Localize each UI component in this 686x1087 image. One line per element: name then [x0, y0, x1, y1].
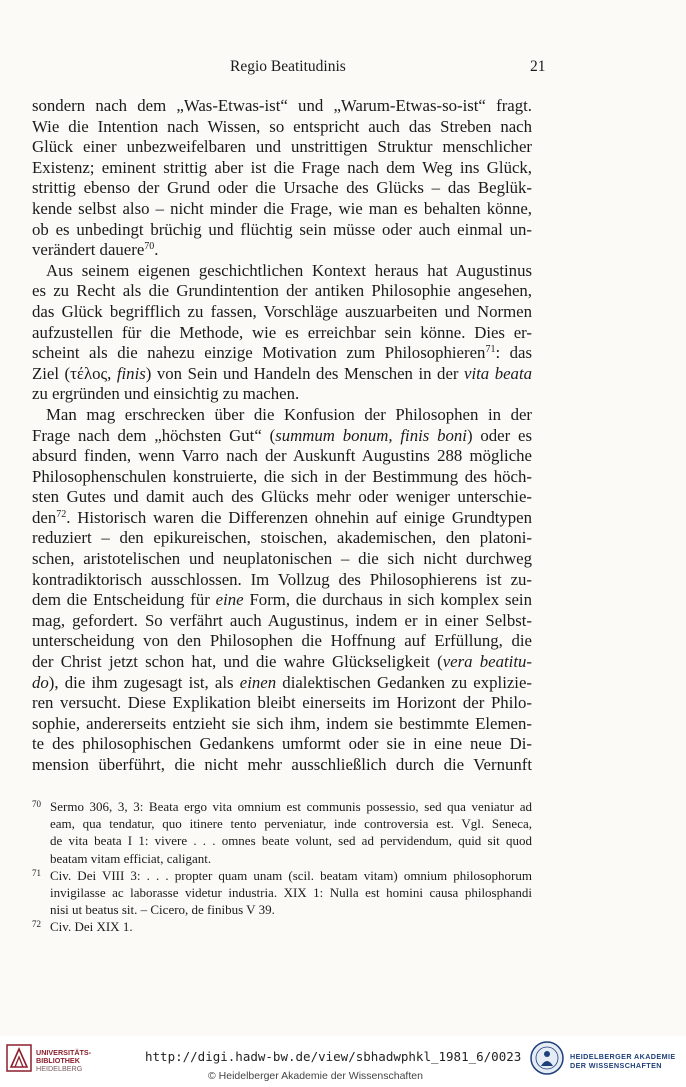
text-line: das Glück begrifflich zu fassen, Vorschläge auszuarbeiten und Normen — [32, 301, 532, 321]
footnote-line: eam, qua tendatur, quo itinere tento perveniatur, inde controversia est. Vgl. Seneca, — [50, 816, 532, 832]
text-line: sten Gutes und damit auch des Glücks mehr oder weniger unterschie- — [32, 487, 532, 507]
text-line: verändert dauere$^{70}$. — [32, 240, 159, 260]
footnote-line: nisi ut beatus sit. – Cicero, de finibus V 39. — [50, 902, 275, 918]
text-line: strittig ebenso der Grund oder die Ursache des Glücks – das Beglük- — [32, 178, 532, 198]
footnote-70: 70 Sermo 306, 3, 3: Beata ergo vita omnium est communis possessio, sed qua veniatur ad — [32, 798, 532, 815]
greek-term: τέλος — [70, 363, 108, 383]
footnote-number: 71 — [32, 867, 41, 878]
text-line: Ziel (τέλος, finis) von Sein und Handeln des Menschen in der vita beata — [32, 363, 532, 383]
footnote-line: beatam vitam efficiat, caligant. — [50, 850, 212, 866]
academy-seal-logo[interactable] — [530, 1041, 564, 1075]
text-line: kontradiktorisch ausschlossen. Im Vollzug des Philosophierens ist zu- — [32, 569, 532, 589]
text-line: sophie, andererseits entzieht sie sich ihm, indem sie bestimmte Elemen- — [32, 713, 532, 733]
footnotes — [32, 798, 532, 936]
text-line: Philosophenschulen konstruierte, die sich in der Bestimmung des höch- — [32, 466, 532, 486]
running-title: Regio Beatitudinis — [230, 58, 346, 75]
text-line: Wie die Intention nach Wissen, so entspricht auch das Streben nach — [32, 116, 532, 136]
text-line: es zu Recht als die Grundintention der antiken Philosophie angesehen, — [32, 281, 532, 301]
footnote-line: invigilasse ac laborasse videtur industria. XIX 1: Nulla est homini causa philosphandi — [50, 884, 532, 900]
text-line: Existenz; eminent strittig aber ist die Frage nach dem Weg ins Glück, — [32, 157, 532, 177]
text-line: absurd finden, wenn Varro nach der Auskunft Augustins 288 mögliche — [32, 446, 532, 466]
text-line: Frage nach dem „höchsten Gut“ (summum bonum, finis boni) oder es — [32, 425, 532, 445]
university-library-logo[interactable] — [6, 1044, 32, 1072]
text-line: do), die ihm zugesagt ist, als einen dialektischen Gedanken zu explizie- — [32, 672, 532, 692]
footnote-ref-71[interactable]: 71 — [485, 344, 496, 356]
text-line: ren versucht. Diese Explikation bleibt einerseits im Horizont der Philo- — [32, 693, 532, 713]
page-number: 21 — [530, 58, 546, 75]
text-line: schen, aristotelischen und neuplatonischen – die sich nicht durchweg — [32, 549, 532, 569]
text-line: unterscheidung von den Philosophen die Hoffnung auf Erfüllung, die — [32, 631, 532, 651]
paragraph-start: Aus seinem eigenen geschichtlichen Kontext heraus hat Augustinus — [46, 260, 532, 280]
footnote-number: 70 — [32, 799, 41, 809]
text-line: mag, gefordert. So verfährt auch Augustinus, indem er in einer Selbst- — [32, 610, 532, 630]
footnote-line: de vita beata I 1: vivere . . . omnes beate volunt, sed ad pervidendum, quid sit quod — [50, 833, 532, 849]
academy-name: HEIDELBERGER AKADEMIE DER WISSENSCHAFTEN — [570, 1052, 676, 1070]
footnote-71: 71 Civ. Dei VIII 3: . . . propter quam unam (scil. beatam vitam) omnium philosophorum — [32, 867, 532, 884]
body-text — [32, 96, 532, 776]
text-line: zu ergründen und einsichtig zu machen. — [32, 384, 300, 404]
document-url-link[interactable]: http://digi.hadw-bw.de/view/sbhadwphkl_1981_6/0023 — [145, 1049, 522, 1064]
text-line: aufzustellen für die Methode, wie es erreichbar sein könne. Dies er- — [32, 322, 532, 342]
text-line: sondern nach dem „Was-Etwas-ist“ und „Warum-Etwas-so-ist“ fragt. — [32, 96, 532, 115]
text-line: ob es unbedingt brüchig und flüchtig sein müsse oder auch einmal un- — [32, 219, 532, 239]
paragraph-start: Man mag erschrecken über die Konfusion der Philosophen in der — [46, 404, 532, 424]
copyright-notice: © Heidelberger Akademie der Wissenschaften — [208, 1070, 423, 1082]
text-line: kende selbst also – nicht minder die Frage, wie man es behalten könne, — [32, 198, 532, 218]
text-line: dem die Entscheidung für eine Form, die durchaus in sich komplex sein — [32, 590, 532, 610]
footnote-ref-72[interactable]: 72 — [56, 508, 67, 520]
text-line: reduziert – den epikureischen, stoischen, akademischen, den platoni- — [32, 528, 532, 548]
footnote-ref-70[interactable]: 70 — [144, 241, 155, 253]
text-line: scheint als die nahezu einzige Motivation zum Philosophieren$^{71}$: das — [32, 343, 532, 363]
text-line: Glück einer unbezweifelbaren und unstrittigen Struktur menschlicher — [32, 137, 532, 157]
text-line: te des philosophischen Gedankens umformt oder sie in eine neue Di- — [32, 734, 532, 754]
text-line: den$^{72}$. Historisch waren die Differenzen ohnehin auf einige Grundtypen — [32, 507, 532, 527]
footnote-number: 72 — [32, 919, 41, 930]
university-library-name: UNIVERSITÄTS- BIBLIOTHEK HEIDELBERG — [36, 1048, 92, 1073]
text-line: der Christ jetzt schon hat, und die wahre Glückseligkeit (vera beatitu- — [32, 652, 532, 672]
text-line: mension überführt, die nicht mehr ausschließlich durch die Vernunft — [32, 755, 532, 774]
footnote-72: 72 Civ. Dei XIX 1. — [32, 918, 532, 935]
